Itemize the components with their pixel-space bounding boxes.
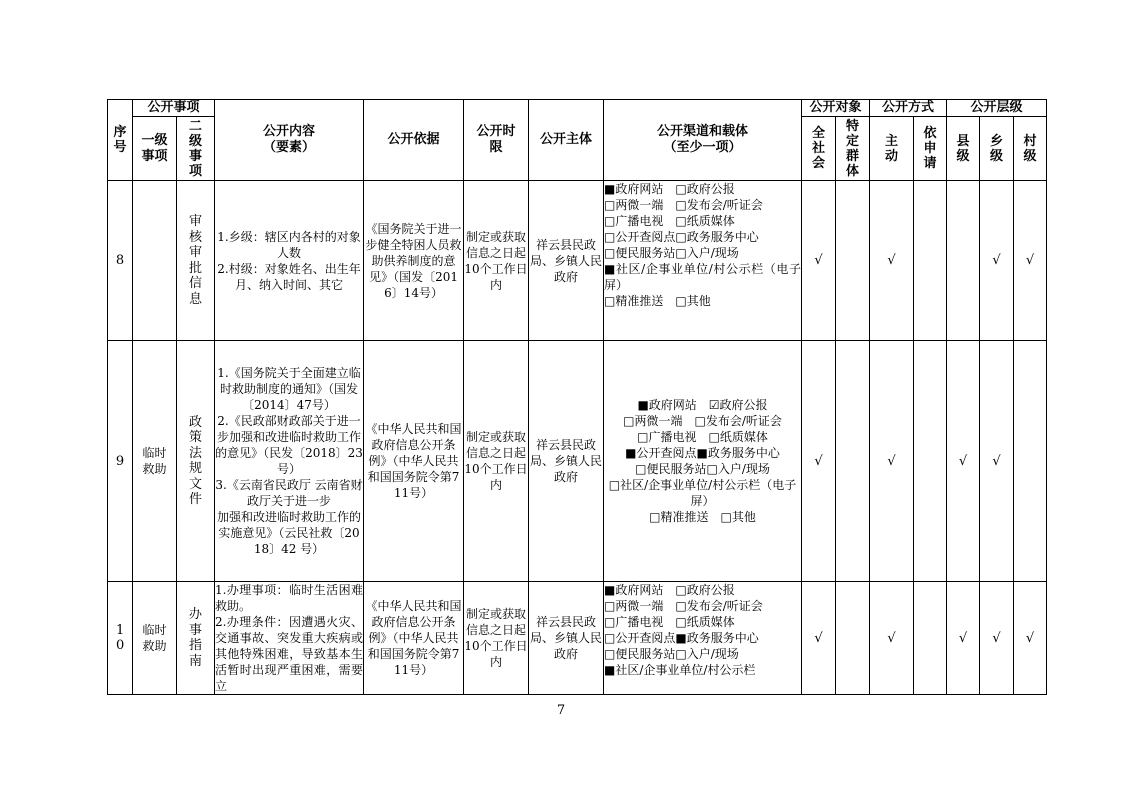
check-active: √ bbox=[870, 582, 914, 695]
header-seq: 序号 bbox=[108, 100, 133, 181]
row-basis: 《中华人民共和国政府信息公开条例》（中华人民共和国国务院令第711号） bbox=[364, 582, 464, 695]
check-active: √ bbox=[870, 341, 914, 582]
check-village bbox=[1014, 341, 1047, 582]
row-content: 1.乡级：辖区内各村的对象人数 2.村级：对象姓名、出生年月、纳入时间、其它 bbox=[215, 181, 364, 341]
row-channel: ■政府网站 □政府公报 □两微一端 □发布会/听证会 □广播电视 □纸质媒体 □公开查阅点■政务服务中心 □便民服务站□入户/现场 ■社区/企事业单位/村公示栏 bbox=[604, 582, 802, 695]
row-channel: ■政府网站 □政府公报 □两微一端 □发布会/听证会 □广播电视 □纸质媒体 □公开查阅点□政务服务中心 □便民服务站□入户/现场 ■社区/企事业单位/村公示栏（电子屏） □精准推送 □其他 bbox=[604, 181, 802, 341]
row-basis: 《国务院关于进一步健全特困人员救助供养制度的意见》（国发〔2016〕14号） bbox=[364, 181, 464, 341]
check-township: √ bbox=[980, 341, 1014, 582]
page-number: 7 bbox=[556, 703, 566, 718]
header-subject: 公开主体 bbox=[529, 100, 604, 181]
row-subject: 祥云县民政局、乡镇人民政府 bbox=[529, 341, 604, 582]
row-level1 bbox=[133, 181, 177, 341]
check-specific-group bbox=[836, 582, 870, 695]
table-row bbox=[108, 582, 1047, 695]
header-level1: 一级事项 bbox=[133, 117, 177, 181]
row-time: 制定或获取信息之日起10个工作日内 bbox=[464, 181, 529, 341]
check-specific-group bbox=[836, 341, 870, 582]
row-content: 1.《国务院关于全面建立临时救助制度的通知》（国发〔2014〕47号） 2.《民政部财政部关于进一步加强和改进临时救助工作的意见》（民发〔2018〕23号） 3.《云南省民政厅 云南省财政厅关于进一步 加强和改进临时救助工作的实施意见》（云民社救〔2018〕42 号） bbox=[215, 341, 364, 582]
header-channel: 公开渠道和载体 （至少一项） bbox=[604, 100, 802, 181]
header-active: 主动 bbox=[870, 117, 914, 181]
check-all-society: √ bbox=[802, 582, 836, 695]
check-active: √ bbox=[870, 181, 914, 341]
check-on-request bbox=[914, 341, 947, 582]
header-group-level: 公开层级 bbox=[947, 100, 1047, 117]
row-seq: 8 bbox=[108, 181, 133, 341]
check-all-society: √ bbox=[802, 181, 836, 341]
row-time: 制定或获取信息之日起10个工作日内 bbox=[464, 582, 529, 695]
header-county: 县级 bbox=[947, 117, 980, 181]
row-seq: 9 bbox=[108, 341, 133, 582]
check-county bbox=[947, 181, 980, 341]
header-all-society: 全社会 bbox=[802, 117, 836, 181]
check-village: √ bbox=[1014, 582, 1047, 695]
check-county: √ bbox=[947, 582, 980, 695]
row-level2: 审核审批信息 bbox=[177, 181, 215, 341]
header-township: 乡级 bbox=[980, 117, 1014, 181]
header-time: 公开时限 bbox=[464, 100, 529, 181]
check-county: √ bbox=[947, 341, 980, 582]
table-row bbox=[108, 181, 1047, 341]
row-time: 制定或获取信息之日起10个工作日内 bbox=[464, 341, 529, 582]
row-subject: 祥云县民政局、乡镇人民政府 bbox=[529, 181, 604, 341]
row-seq: 10 bbox=[108, 582, 133, 695]
row-subject: 祥云县民政局、乡镇人民政府 bbox=[529, 582, 604, 695]
table-row bbox=[108, 341, 1047, 582]
header-specific-group: 特定群体 bbox=[836, 117, 870, 181]
header-group-items: 公开事项 bbox=[133, 100, 215, 117]
header-content: 公开内容 （要素） bbox=[215, 100, 364, 181]
header-group-method: 公开方式 bbox=[870, 100, 947, 117]
row-level2: 办事指南 bbox=[177, 582, 215, 695]
header-village: 村级 bbox=[1014, 117, 1047, 181]
row-level1: 临时救助 bbox=[133, 341, 177, 582]
header-on-request: 依申请 bbox=[914, 117, 947, 181]
row-level1: 临时救助 bbox=[133, 582, 177, 695]
disclosure-table bbox=[107, 99, 1047, 695]
check-village: √ bbox=[1014, 181, 1047, 341]
header-group-target: 公开对象 bbox=[802, 100, 870, 117]
check-township: √ bbox=[980, 582, 1014, 695]
check-specific-group bbox=[836, 181, 870, 341]
header-basis: 公开依据 bbox=[364, 100, 464, 181]
header-level2: 二级事项 bbox=[177, 117, 215, 181]
check-township: √ bbox=[980, 181, 1014, 341]
row-level2: 政策法规文件 bbox=[177, 341, 215, 582]
header-row-group bbox=[108, 100, 1047, 117]
row-basis: 《中华人民共和国政府信息公开条例》（中华人民共和国国务院令第711号） bbox=[364, 341, 464, 582]
row-channel: ■政府网站 ☑政府公报 □两微一端 □发布会/听证会 □广播电视 □纸质媒体 ■公开查阅点■政务服务中心 □便民服务站□入户/现场 □社区/企事业单位/村公示栏（电子屏） □精准推送 □其他 bbox=[604, 341, 802, 582]
check-all-society: √ bbox=[802, 341, 836, 582]
check-on-request bbox=[914, 181, 947, 341]
check-on-request bbox=[914, 582, 947, 695]
row-content: 1.办理事项：临时生活困难救助。 2.办理条件：因遭遇火灾、交通事故、突发重大疾病或其他特殊困难，导致基本生活暂时出现严重困难，需要立 bbox=[215, 583, 364, 693]
